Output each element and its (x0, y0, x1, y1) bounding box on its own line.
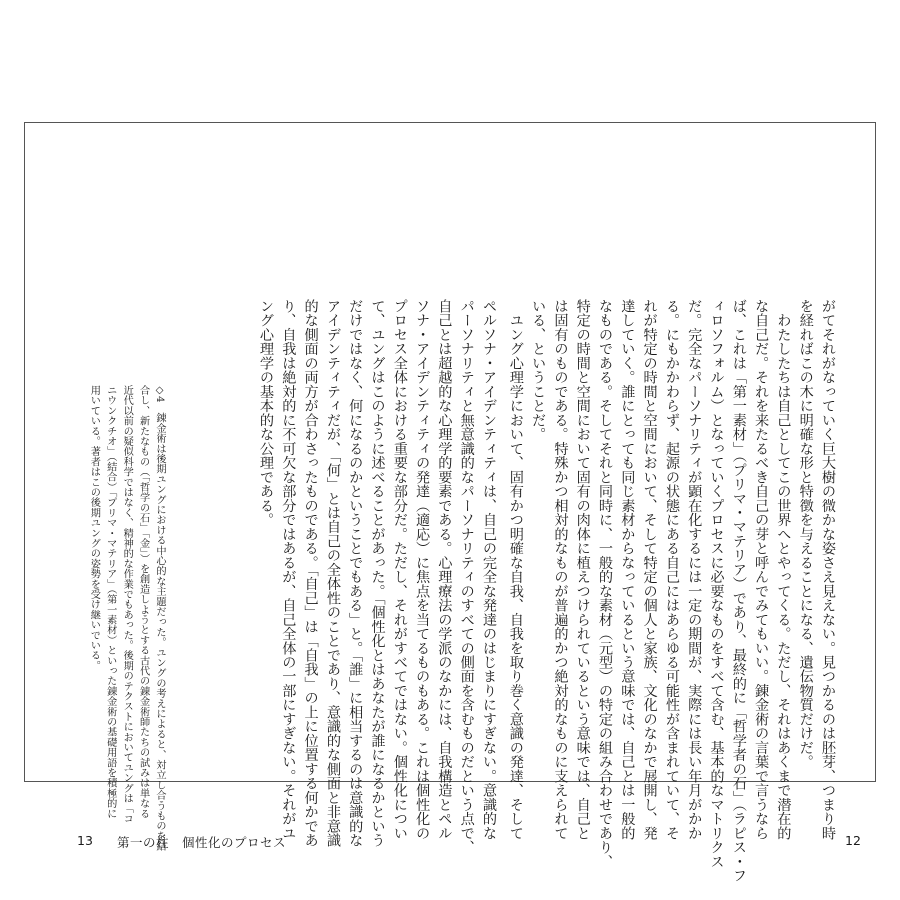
footnote-line: 近代以前の疑似科学ではなく、精神的な作業でもあった。後期のテクストにおいてユングは「コ (121, 385, 133, 824)
paragraph-line: て、ユングはこのように述べることがあった。「個性化とはあなたが誰になるかという (369, 299, 386, 848)
paragraph-line: 的な側面の両方が合わさったものである。「自己」は「自我」の上に位置する何かであ (302, 299, 319, 848)
paragraph-line: を経ればこの木に明確な形と特徴を与えることになる、遺伝物質だけだ。 (797, 299, 814, 769)
running-head: 第一の柱 個性化のプロセス (117, 835, 287, 850)
paragraph-line: だ。完全なパーソナリティが顕在化するには一定の期間が、実際には長い年月がかか (686, 299, 703, 841)
paragraph-line: 達していく。誰にとっても同じ素材からなっているという意味では、自己とは一般的 (619, 299, 636, 841)
paragraph-line: だけではなく、何になるのかということでもある」と。「誰」に相当するのは意識的な (347, 299, 364, 848)
right-page-body-text (507, 299, 839, 883)
paragraph-line: わたしたちは自己としてこの世界へとやってくる。ただし、それはあくまで潜在的 (775, 299, 792, 841)
paragraph-line: 自己とは超越的な心理学的要素である。心理療法の学派のなかには、自我構造とペル (436, 299, 453, 841)
paragraph-line: ィロソフォルム）となっていくプロセスに必要なものをすべて含む、基本的なマトリクス (708, 299, 725, 869)
paragraph-line: 特定の時間と空間において固有の肉体に植えつけられているという意味では、自己と (574, 299, 591, 841)
paragraph-line: ソナ・アイデンティティの発達（適応）に焦点を当てるものもある。これは個性化の (414, 299, 431, 841)
left-page-number: 13 (77, 833, 93, 848)
paragraph-line: ペルソナ・アイデンティティは、自己の完全な発達のはじまりにすぎない。意識的な (481, 299, 497, 841)
paragraph-line: ば、これは「第一素材」（プリマ・マテリア）であり、最終的に「哲学者の石」（ラピス・フ (730, 299, 747, 883)
book-spread (24, 122, 876, 883)
footnote-line: ◇4 錬金術は後期ユングにおける中心的な主題だった。ユングの考えによると、対立し合うものを結 (154, 385, 165, 852)
footnote-line: ニウンクチオ」（結合）「プリマ・マテリア」（第一素材）といった錬金術の基礎用語を積極的に (104, 385, 116, 819)
footnote-line: 用いている。著者はこの後期ユングの姿勢を受け継いでいる。 (88, 385, 100, 671)
paragraph-line: パーソナリティと無意識的なパーソナリティのすべての側面を含むものだという点で、 (458, 299, 475, 855)
paragraph-line: ユング心理学において、固有かつ明確な自我、自我を取り巻く意識の発達、そして (507, 299, 524, 841)
right-page-number: 12 (845, 833, 861, 848)
paragraph-line: がてそれがなっていく巨大樹の微かな姿さえ見えない。見つかるのは胚芽、つまり時 (820, 299, 836, 841)
paragraph-line: なものである。そしてそれと同時に、一般的な素材（元型）の特定の組み合わせであり、 (597, 299, 614, 869)
paragraph-line: ング心理学の基本的な公理である。 (258, 299, 275, 527)
paragraph-line: いる、ということだ。 (530, 299, 547, 442)
paragraph-line: アイデンティティだが、「何」とは自己の全体性のことであり、意識的な側面と非意識 (324, 299, 341, 848)
paragraph-line: な自己だ。それを来たるべき自己の芽と呼んでみてもいい。錬金術の言葉で言うなら (753, 299, 770, 841)
paragraph-line: る。にもかかわらず、起源の状態にある自己にはあらゆる可能性が含まれていて、そ (663, 299, 680, 841)
paragraph-line: り、自我は絶対的に不可欠な部分ではあるが、自己全体の一部にすぎない。それがユ (280, 299, 297, 841)
paragraph-line: は固有のものである。特殊かつ相対的なものが普遍的かつ絶対的なものに支えられて (552, 299, 569, 841)
paragraph-line: れが特定の時間と空間において、そして特定の個人と家族、文化のなかで展開し、発 (641, 299, 658, 841)
footnote-line: 合し、新たなもの（「哲学の石」「金」）を創造しようとする古代の錬金術師たちの試みは単なる (137, 385, 149, 819)
paragraph-line: プロセス全体における重要な部分だ。ただし、それがすべてではない。個性化につい (391, 299, 408, 841)
